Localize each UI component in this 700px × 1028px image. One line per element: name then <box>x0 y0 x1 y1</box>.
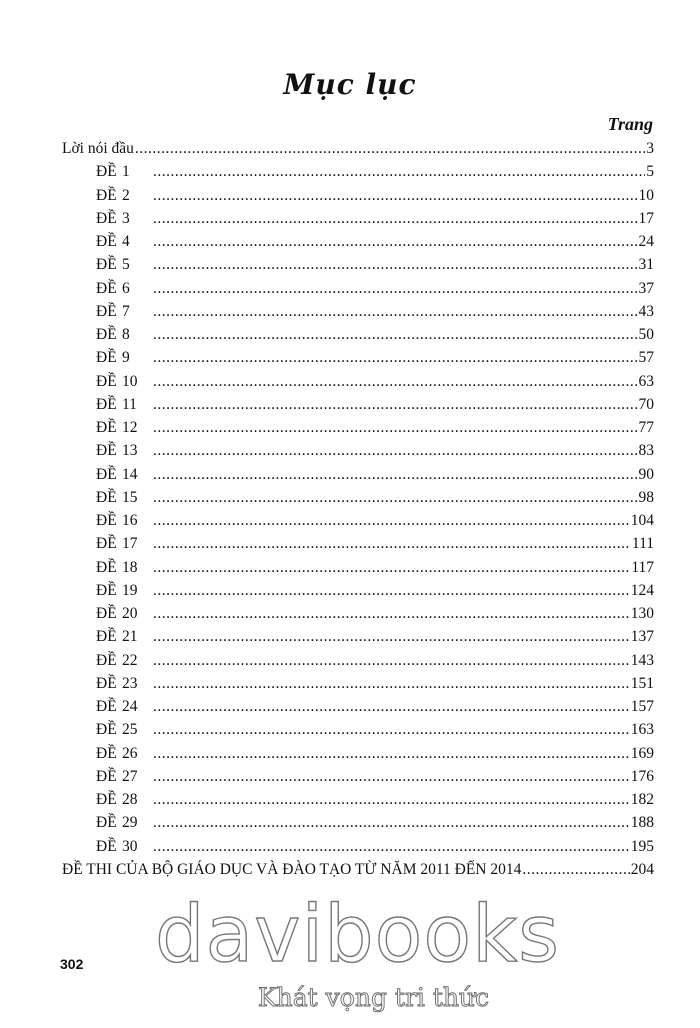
toc-entry-number: 30 <box>122 837 138 855</box>
toc-entry-word: ĐỀ <box>96 558 117 576</box>
toc-entry-label <box>62 486 152 509</box>
toc-entry-label <box>62 370 152 393</box>
toc-entry-page: 83 <box>638 442 654 460</box>
dot-leader <box>153 370 638 393</box>
toc-entry <box>62 207 654 230</box>
dot-leader <box>153 393 638 416</box>
toc-entry-number: 2 <box>122 186 130 204</box>
dot-leader <box>135 137 645 160</box>
dot-leader <box>153 230 638 253</box>
toc-entry-word: ĐỀ <box>96 674 117 692</box>
dot-leader <box>153 625 630 648</box>
toc-entry-word: ĐỀ <box>96 349 117 367</box>
toc-entry <box>62 742 654 765</box>
toc-entry-label <box>62 509 152 532</box>
toc-entry-word: ĐỀ <box>96 372 117 390</box>
toc-entry-word: ĐỀ <box>96 442 117 460</box>
toc-entry <box>62 416 654 439</box>
toc-entry-page: 104 <box>630 512 654 529</box>
toc-entry-number: 25 <box>122 721 138 739</box>
dot-leader <box>153 788 630 811</box>
toc-entry-word: ĐỀ <box>96 744 117 762</box>
toc-entry-number: 27 <box>122 767 138 785</box>
toc-entry-word: ĐỀ <box>96 488 117 506</box>
dot-leader <box>153 486 638 509</box>
toc-entry-label <box>62 672 152 695</box>
toc-entry-word: ĐỀ <box>96 767 117 785</box>
toc-entry-page: 90 <box>638 465 654 483</box>
toc-entry-number: 11 <box>122 395 137 413</box>
toc-entry-label: Lời nói đầu <box>62 140 134 157</box>
toc-entry-page: 137 <box>630 628 654 646</box>
toc-entry-label <box>62 463 152 486</box>
toc-entry <box>62 439 654 462</box>
toc-entry-number: 5 <box>122 256 130 274</box>
toc-entry <box>62 300 654 323</box>
toc-entry-label <box>62 207 152 230</box>
toc-entry-number: 23 <box>122 674 138 692</box>
toc-entry-number: 13 <box>122 442 138 460</box>
toc-entry-page: 111 <box>631 535 654 553</box>
toc-entry-page: 24 <box>638 233 654 250</box>
toc-entry <box>62 765 654 788</box>
toc-entry-number: 1 <box>122 163 130 181</box>
toc-entry <box>62 602 654 625</box>
toc-entry-number: 29 <box>122 814 138 832</box>
toc-entry-number: 14 <box>122 465 138 483</box>
toc-entry-number: 7 <box>122 302 130 320</box>
dot-leader <box>153 649 630 672</box>
toc-entry-label <box>62 532 152 555</box>
toc-entry-page: 5 <box>646 163 654 181</box>
toc-entry-page: 157 <box>630 698 654 715</box>
dot-leader <box>153 300 638 323</box>
dot-leader <box>153 184 638 207</box>
page-column-heading: Trang <box>607 114 653 134</box>
toc-entry-number: 9 <box>122 349 130 367</box>
toc-entry-number: 8 <box>122 326 130 343</box>
toc-entry-page: 37 <box>638 279 654 297</box>
toc-entry-number: 28 <box>122 791 138 808</box>
dot-leader <box>153 765 630 788</box>
toc-entry-page: 17 <box>638 209 654 227</box>
toc-entry-label <box>62 742 152 765</box>
dot-leader <box>153 835 630 858</box>
dot-leader <box>153 695 630 718</box>
dot-leader <box>153 742 630 765</box>
toc-entry <box>62 370 654 393</box>
toc-entry-page: 163 <box>630 721 654 739</box>
toc-entry-label <box>62 416 152 439</box>
toc-entry <box>62 556 654 579</box>
dot-leader <box>153 718 630 741</box>
toc-entry-number: 26 <box>122 744 138 762</box>
toc-entry-label <box>62 765 152 788</box>
toc-entry-label <box>62 230 152 253</box>
toc-entry-label <box>62 393 152 416</box>
dot-leader <box>153 253 638 276</box>
toc-entry <box>62 346 654 369</box>
toc-entry-page: 70 <box>638 395 654 413</box>
toc-entry-number: 16 <box>122 512 138 529</box>
dot-leader <box>153 811 630 834</box>
dot-leader <box>153 416 638 439</box>
toc-entry <box>62 486 654 509</box>
toc-entry-number: 18 <box>122 558 138 576</box>
dot-leader <box>153 277 638 300</box>
toc-entry-label <box>62 184 152 207</box>
toc-entry-number: 4 <box>122 233 130 250</box>
page-number: 302 <box>60 956 84 972</box>
dot-leader <box>153 346 638 369</box>
watermark-slogan: Khát vọng tri thức <box>258 983 490 1012</box>
toc-entry <box>62 463 654 486</box>
toc-entry-page: 10 <box>638 186 654 204</box>
page-title: Mục lục <box>283 68 417 101</box>
toc-entry-page: 143 <box>630 651 654 669</box>
toc-entry-number: 22 <box>122 651 138 669</box>
dot-leader <box>153 207 638 230</box>
toc-entry-word: ĐỀ <box>96 233 117 250</box>
toc-entry-word: ĐỀ <box>96 651 117 669</box>
toc-entry-page: 50 <box>638 326 654 343</box>
dot-leader <box>153 532 631 555</box>
toc-entry-page: 169 <box>630 744 654 762</box>
toc-entry-page: 124 <box>630 581 654 599</box>
dot-leader <box>153 509 630 532</box>
toc-entry-number: 12 <box>122 419 138 436</box>
toc-entry-page: 98 <box>638 488 654 506</box>
toc-entry-page: 117 <box>631 558 654 576</box>
toc-entry-word: ĐỀ <box>96 721 117 739</box>
toc-entry-label <box>62 300 152 323</box>
toc-entry <box>62 277 654 300</box>
toc-entry-word: ĐỀ <box>96 419 117 436</box>
toc-entry <box>62 649 654 672</box>
toc-entry-page: 176 <box>630 767 654 785</box>
toc-entry <box>62 509 654 532</box>
toc-entry-label <box>62 835 152 858</box>
toc-entry <box>62 579 654 602</box>
toc-entry-word: ĐỀ <box>96 605 117 622</box>
toc-entry-page: 204 <box>630 860 654 878</box>
toc-entry-label <box>62 277 152 300</box>
toc-entry <box>62 858 654 881</box>
toc-entry-page: 3 <box>646 140 654 157</box>
toc-entry-word: ĐỀ <box>96 186 117 204</box>
toc-entry <box>62 788 654 811</box>
toc-entry-page: 77 <box>638 419 654 436</box>
toc-entry <box>62 160 654 183</box>
toc-entry-label <box>62 718 152 741</box>
toc-entry-word: ĐỀ <box>96 163 117 181</box>
toc-entry-label <box>62 649 152 672</box>
toc-entry-label <box>62 811 152 834</box>
toc-entry-label <box>62 323 152 346</box>
toc-entry-page: 151 <box>630 674 654 692</box>
toc-entry-number: 19 <box>122 581 138 599</box>
toc-entry <box>62 625 654 648</box>
toc-entry-word: ĐỀ <box>96 791 117 808</box>
toc-entry-label <box>62 625 152 648</box>
toc-entry <box>62 718 654 741</box>
toc-entry-word: ĐỀ <box>96 628 117 646</box>
toc-entry-number: 24 <box>122 698 138 715</box>
toc-entry <box>62 230 654 253</box>
toc-entry-number: 21 <box>122 628 138 646</box>
dot-leader <box>153 323 638 346</box>
toc-entry-word: ĐỀ <box>96 395 117 413</box>
toc-entry <box>62 811 654 834</box>
toc-entry <box>62 835 654 858</box>
table-of-contents <box>62 137 654 881</box>
toc-entry-number: 3 <box>122 209 130 227</box>
toc-entry-label <box>62 439 152 462</box>
toc-entry <box>62 672 654 695</box>
dot-leader <box>153 579 630 602</box>
toc-entry-page: 195 <box>630 837 654 855</box>
toc-entry <box>62 253 654 276</box>
toc-entry-word: ĐỀ <box>96 581 117 599</box>
toc-entry-word: ĐỀ <box>96 465 117 483</box>
toc-entry-word: ĐỀ <box>96 302 117 320</box>
toc-entry <box>62 393 654 416</box>
toc-entry <box>62 184 654 207</box>
toc-entry-number: 10 <box>122 372 138 390</box>
dot-leader <box>153 556 630 579</box>
dot-leader <box>153 672 630 695</box>
toc-entry <box>62 695 654 718</box>
toc-entry-label <box>62 160 152 183</box>
toc-entry-word: ĐỀ <box>96 698 117 715</box>
toc-entry-number: 15 <box>122 488 138 506</box>
toc-entry <box>62 532 654 555</box>
toc-entry-label: ĐỀ THI CỦA BỘ GIÁO DỤC VÀ ĐÀO TẠO TỪ NĂM 2011 ĐẾN 2014 <box>62 860 522 878</box>
toc-entry-word: ĐỀ <box>96 326 117 343</box>
toc-entry-page: 63 <box>638 372 654 390</box>
toc-entry-word: ĐỀ <box>96 279 117 297</box>
toc-entry-word: ĐỀ <box>96 535 117 553</box>
toc-entry-label <box>62 556 152 579</box>
toc-entry-label <box>62 788 152 811</box>
toc-entry-label <box>62 579 152 602</box>
toc-entry <box>62 323 654 346</box>
toc-entry-label <box>62 602 152 625</box>
toc-entry-number: 6 <box>122 279 130 297</box>
toc-entry-word: ĐỀ <box>96 814 117 832</box>
toc-entry-page: 130 <box>630 605 654 622</box>
watermark-logo: davibooks <box>155 890 560 980</box>
toc-entry-label <box>62 346 152 369</box>
dot-leader <box>522 858 629 881</box>
dot-leader <box>153 160 645 183</box>
toc-entry-label <box>62 695 152 718</box>
toc-entry-word: ĐỀ <box>96 256 117 274</box>
toc-entry-word: ĐỀ <box>96 512 117 529</box>
toc-entry-page: 188 <box>630 814 654 832</box>
toc-entry <box>62 137 654 160</box>
toc-entry-page: 57 <box>638 349 654 367</box>
toc-entry-page: 43 <box>638 302 654 320</box>
toc-entry-word: ĐỀ <box>96 209 117 227</box>
toc-entry-word: ĐỀ <box>96 837 117 855</box>
dot-leader <box>153 463 638 486</box>
toc-entry-page: 182 <box>630 791 654 808</box>
toc-entry-number: 17 <box>122 535 138 553</box>
dot-leader <box>153 602 630 625</box>
toc-entry-label <box>62 253 152 276</box>
dot-leader <box>153 439 638 462</box>
toc-entry-number: 20 <box>122 605 138 622</box>
toc-entry-page: 31 <box>638 256 654 274</box>
